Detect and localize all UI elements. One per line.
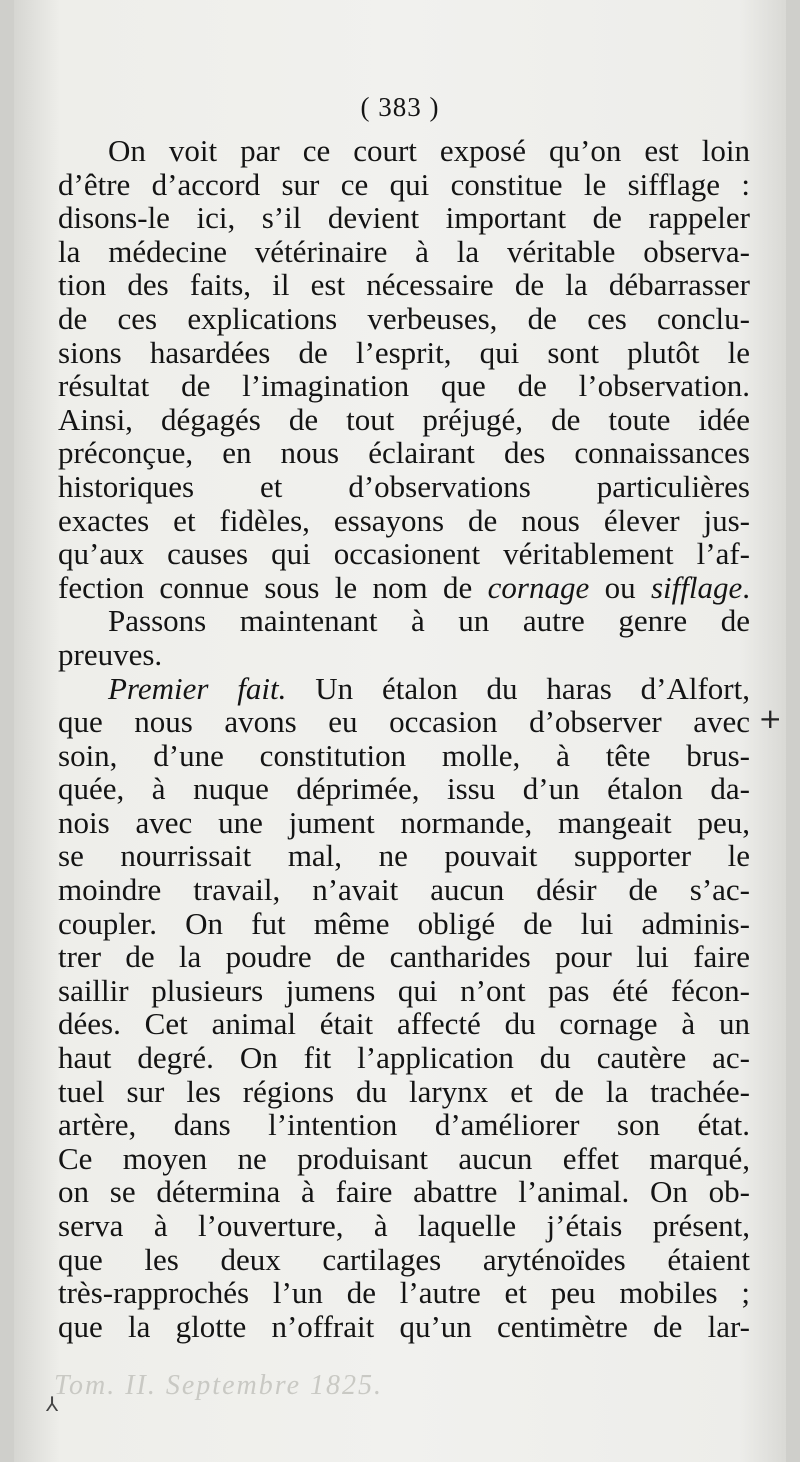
text-line: disons-le ici, s’il devient important de rappeler bbox=[58, 200, 750, 236]
text-line: Passons maintenant à un autre genre de bbox=[108, 603, 750, 639]
text-line: très-rapprochés l’un de l’autre et peu mobiles ; bbox=[58, 1275, 750, 1311]
text-line: exactes et fidèles, essayons de nous élever jus- bbox=[58, 502, 750, 538]
text-line: tuel sur les régions du larynx et de la trachée- bbox=[58, 1073, 750, 1109]
text-line: dées. Cet animal était affecté du cornage à un bbox=[58, 1006, 750, 1042]
italic-text: Premier fait. bbox=[108, 670, 287, 706]
text-line bbox=[58, 672, 750, 706]
italic-text: sifflage bbox=[650, 569, 743, 605]
text-line: on se détermina à faire abattre l’animal. On ob- bbox=[58, 1174, 750, 1210]
text-run: ou bbox=[589, 569, 651, 605]
text-line: coupler. On fut même obligé de lui adminis- bbox=[58, 905, 750, 941]
text-line: artère, dans l’intention d’améliorer son état. bbox=[58, 1107, 750, 1143]
body-text bbox=[58, 134, 750, 1343]
text-line: que la glotte n’offrait qu’un centimètre de lar- bbox=[58, 1308, 750, 1344]
text-line: d’être d’accord sur ce qui constitue le sifflage : bbox=[58, 166, 750, 202]
show-through-footer: Tom. II. Septembre 1825. bbox=[54, 1370, 384, 1401]
text-line: saillir plusieurs jumens qui n’ont pas été fécon- bbox=[58, 972, 750, 1008]
text-line: se nourrissait mal, ne pouvait supporter le bbox=[58, 838, 750, 874]
text-line: quée, à nuque déprimée, issu d’un étalon da- bbox=[58, 771, 750, 807]
text-line: Ainsi, dégagés de tout préjugé, de toute idée bbox=[58, 401, 750, 437]
corner-mark: ⅄ bbox=[46, 1392, 59, 1416]
text-line: haut degré. On fit l’application du cautère ac- bbox=[58, 1040, 750, 1076]
text-line: la médecine vétérinaire à la véritable observa- bbox=[58, 233, 750, 269]
text-line: nois avec une jument normande, mangeait peu, bbox=[58, 804, 750, 840]
text-line: soin, d’une constitution molle, à tête brus- bbox=[58, 737, 750, 773]
italic-text: cornage bbox=[487, 569, 590, 605]
text-line: moindre travail, n’avait aucun désir de s’ac- bbox=[58, 872, 750, 908]
text-line: que les deux cartilages aryténoïdes étaient bbox=[58, 1241, 750, 1277]
text-line: préconçue, en nous éclairant des connaissances bbox=[58, 435, 750, 471]
margin-mark: + bbox=[758, 702, 782, 735]
text-line: serva à l’ouverture, à laquelle j’étais présent, bbox=[58, 1208, 750, 1243]
text-line: de ces explications verbeuses, de ces conclu- bbox=[58, 300, 750, 336]
text-line: qu’aux causes qui occasionent véritablement l’af- bbox=[58, 536, 750, 572]
text-line: sions hasardées de l’esprit, qui sont plutôt le bbox=[58, 334, 750, 370]
text-run: fection connue sous le nom de bbox=[58, 569, 488, 605]
book-page bbox=[14, 0, 786, 1462]
text-line: On voit par ce court exposé qu’on est loin bbox=[108, 133, 750, 168]
text-run: . bbox=[742, 569, 750, 605]
text-line: tion des faits, il est nécessaire de la débarrasser bbox=[58, 267, 750, 303]
text-run: Un étalon du haras d’Alfort, bbox=[286, 670, 750, 706]
text-line bbox=[58, 571, 750, 605]
text-line: historiques et d’observations particulières bbox=[58, 468, 750, 504]
page-number: ( 383 ) bbox=[360, 92, 440, 122]
text-line: que nous avons eu occasion d’observer avec bbox=[58, 704, 750, 740]
text-line: trer de la poudre de cantharides pour lui faire bbox=[58, 939, 750, 975]
text-line: preuves. bbox=[58, 636, 163, 672]
text-line: résultat de l’imagination que de l’observation. bbox=[58, 368, 750, 404]
text-line: Ce moyen ne produisant aucun effet marqué, bbox=[58, 1140, 750, 1176]
